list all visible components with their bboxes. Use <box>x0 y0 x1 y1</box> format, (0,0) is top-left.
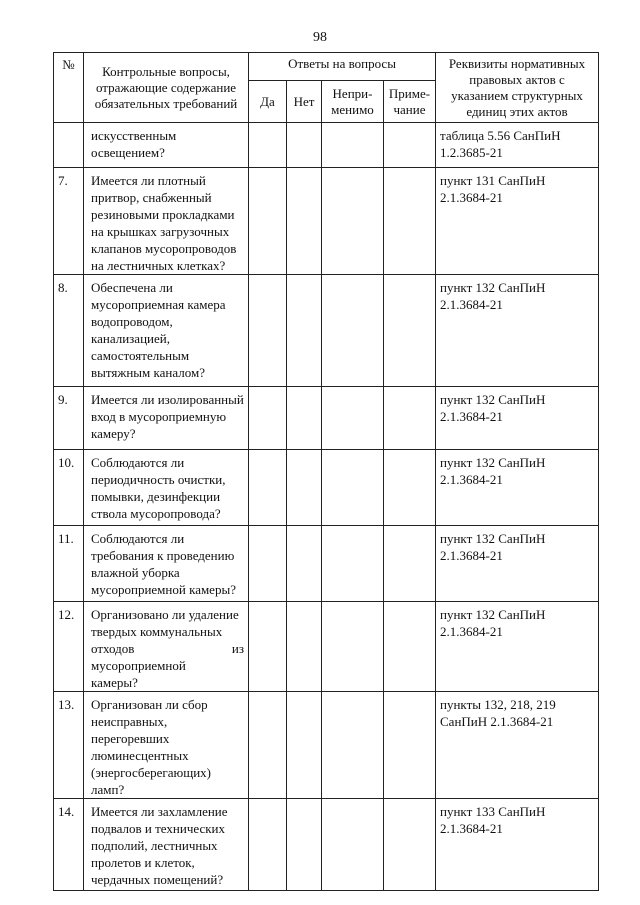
answer-no-cell[interactable] <box>287 526 322 602</box>
answer-yes-cell[interactable] <box>249 275 287 387</box>
answer-no-cell[interactable] <box>287 168 322 275</box>
note-cell[interactable] <box>384 123 436 168</box>
row-number: 11. <box>54 526 84 602</box>
note-cell[interactable] <box>384 602 436 692</box>
note-cell[interactable] <box>384 275 436 387</box>
answer-yes-cell[interactable] <box>249 168 287 275</box>
answer-no-cell[interactable] <box>287 275 322 387</box>
question-text: искусственным освещением? <box>84 123 249 168</box>
legal-reference: пункт 133 СанПиН 2.1.3684-21 <box>436 799 599 891</box>
answer-na-cell[interactable] <box>322 387 384 450</box>
question-text: Соблюдаются ли требования к проведению влажной уборка мусороприемной камеры? <box>84 526 249 602</box>
question-text: Организовано ли удаление твердых коммунальных отходов из мусороприемной камеры? <box>84 602 249 692</box>
header-note: Приме- чание <box>384 81 436 123</box>
legal-reference: пункты 132, 218, 219 СанПиН 2.1.3684-21 <box>436 692 599 799</box>
header-requisites: Реквизиты нормативных правовых актов с указанием структурных единиц этих актов <box>436 53 599 123</box>
table-row <box>54 799 599 891</box>
answer-yes-cell[interactable] <box>249 450 287 526</box>
header-question: Контрольные вопросы, отражающие содержание обязательных требований <box>84 53 249 123</box>
question-text: Обеспечена ли мусороприемная камера водопроводом, канализацией, самостоятельным вытяжным каналом? <box>84 275 249 387</box>
answer-na-cell[interactable] <box>322 799 384 891</box>
answer-na-cell[interactable] <box>322 275 384 387</box>
table-row <box>54 602 599 692</box>
answer-yes-cell[interactable] <box>249 692 287 799</box>
header-not-applicable: Непри- менимо <box>322 81 384 123</box>
page-number: 98 <box>313 30 327 45</box>
question-text: Соблюдаются ли периодичность очистки, помывки, дезинфекции ствола мусоропровода? <box>84 450 249 526</box>
answer-no-cell[interactable] <box>287 123 322 168</box>
note-cell[interactable] <box>384 168 436 275</box>
note-cell[interactable] <box>384 450 436 526</box>
legal-reference: пункт 132 СанПиН 2.1.3684-21 <box>436 450 599 526</box>
table-row <box>54 450 599 526</box>
table-row <box>54 123 599 168</box>
answer-yes-cell[interactable] <box>249 799 287 891</box>
header-num: № <box>54 53 84 123</box>
legal-reference: пункт 132 СанПиН 2.1.3684-21 <box>436 275 599 387</box>
answer-yes-cell[interactable] <box>249 526 287 602</box>
checklist-table <box>53 52 599 891</box>
row-number: 14. <box>54 799 84 891</box>
question-text: Имеется ли захламление подвалов и технических подполий, лестничных пролетов и клеток, чердачных помещений? <box>84 799 249 891</box>
note-cell[interactable] <box>384 526 436 602</box>
header-yes: Да <box>249 81 287 123</box>
answer-na-cell[interactable] <box>322 168 384 275</box>
answer-na-cell[interactable] <box>322 450 384 526</box>
question-text: Организован ли сбор неисправных, перегоревших люминесцентных (энергосберегающих) ламп? <box>84 692 249 799</box>
answer-no-cell[interactable] <box>287 450 322 526</box>
table-row <box>54 387 599 450</box>
row-number: 10. <box>54 450 84 526</box>
row-number: 13. <box>54 692 84 799</box>
table-row <box>54 526 599 602</box>
row-number: 7. <box>54 168 84 275</box>
note-cell[interactable] <box>384 692 436 799</box>
legal-reference: таблица 5.56 СанПиН 1.2.3685-21 <box>436 123 599 168</box>
legal-reference: пункт 131 СанПиН 2.1.3684-21 <box>436 168 599 275</box>
answer-yes-cell[interactable] <box>249 123 287 168</box>
question-text: Имеется ли плотный притвор, снабженный резиновыми прокладками на крышках загрузочных клапанов мусоропроводов на лестничных клетках? <box>84 168 249 275</box>
table-row <box>54 168 599 275</box>
answer-no-cell[interactable] <box>287 387 322 450</box>
table-row <box>54 275 599 387</box>
answer-no-cell[interactable] <box>287 799 322 891</box>
header-no: Нет <box>287 81 322 123</box>
answer-na-cell[interactable] <box>322 692 384 799</box>
answer-na-cell[interactable] <box>322 602 384 692</box>
row-number: 12. <box>54 602 84 692</box>
row-number: 9. <box>54 387 84 450</box>
answer-yes-cell[interactable] <box>249 387 287 450</box>
answer-no-cell[interactable] <box>287 602 322 692</box>
answer-na-cell[interactable] <box>322 123 384 168</box>
note-cell[interactable] <box>384 799 436 891</box>
legal-reference: пункт 132 СанПиН 2.1.3684-21 <box>436 602 599 692</box>
answer-na-cell[interactable] <box>322 526 384 602</box>
answer-no-cell[interactable] <box>287 692 322 799</box>
table-row <box>54 692 599 799</box>
header-answers: Ответы на вопросы <box>249 53 436 81</box>
row-number <box>54 123 84 168</box>
legal-reference: пункт 132 СанПиН 2.1.3684-21 <box>436 526 599 602</box>
answer-yes-cell[interactable] <box>249 602 287 692</box>
row-number: 8. <box>54 275 84 387</box>
question-text: Имеется ли изолированный вход в мусороприемную камеру? <box>84 387 249 450</box>
legal-reference: пункт 132 СанПиН 2.1.3684-21 <box>436 387 599 450</box>
note-cell[interactable] <box>384 387 436 450</box>
